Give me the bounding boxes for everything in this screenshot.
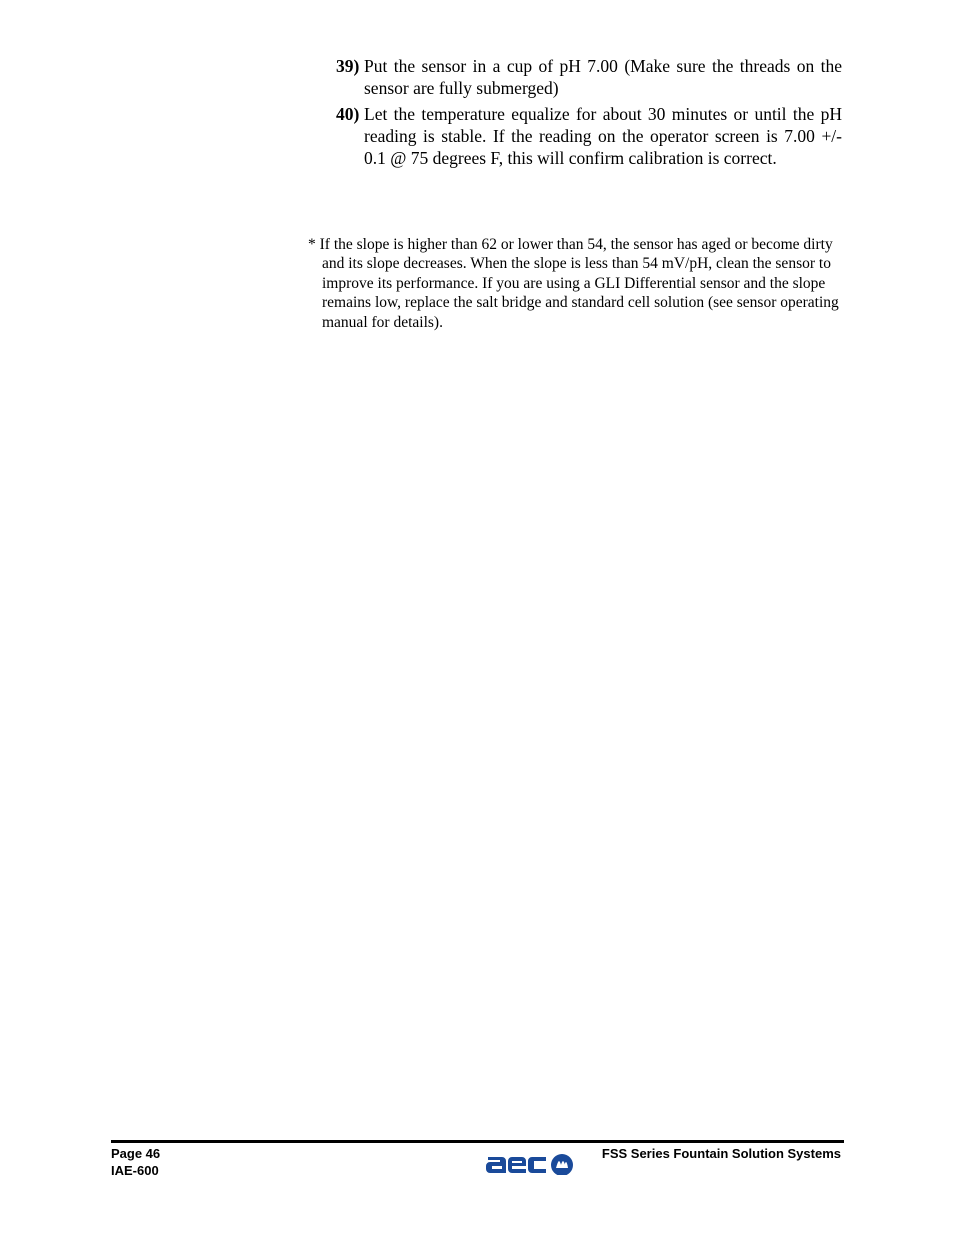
step-text: Put the sensor in a cup of pH 7.00 (Make sure the threads on the sensor are fully submerged) [364, 56, 842, 98]
aec-logo-drop-mark [551, 1154, 573, 1175]
page-number: Page 46 [111, 1146, 161, 1161]
step-number: 39) [336, 56, 360, 76]
footer-page-info [111, 1145, 160, 1179]
step-text: Let the temperature equalize for about 30 minutes or until the pH reading is stable. If the reading on the operator screen is 7.00 +/- 0.1 @ 75 degrees F, this will confirm calibration is correct. [364, 104, 842, 168]
step-item [336, 103, 842, 169]
footer-series-title: FSS Series Fountain Solution Systems [601, 1146, 841, 1161]
step-list [336, 55, 842, 173]
step-item [336, 55, 842, 99]
footer-divider [111, 1140, 844, 1143]
step-number: 40) [336, 104, 360, 124]
document-id: IAE-600 [111, 1163, 159, 1178]
aec-logo-letters [486, 1157, 546, 1173]
slope-footnote: * If the slope is higher than 62 or lower than 54, the sensor has aged or become dirty and its slope decreases. When the slope is less than 54 mV/pH, clean the sensor to improve its performance. If you are using a GLI Differential sensor and the slope remains low, replace the salt bridge and standard cell solution (see sensor operating manual for details). [308, 235, 839, 331]
aec-logo-icon [486, 1147, 576, 1175]
